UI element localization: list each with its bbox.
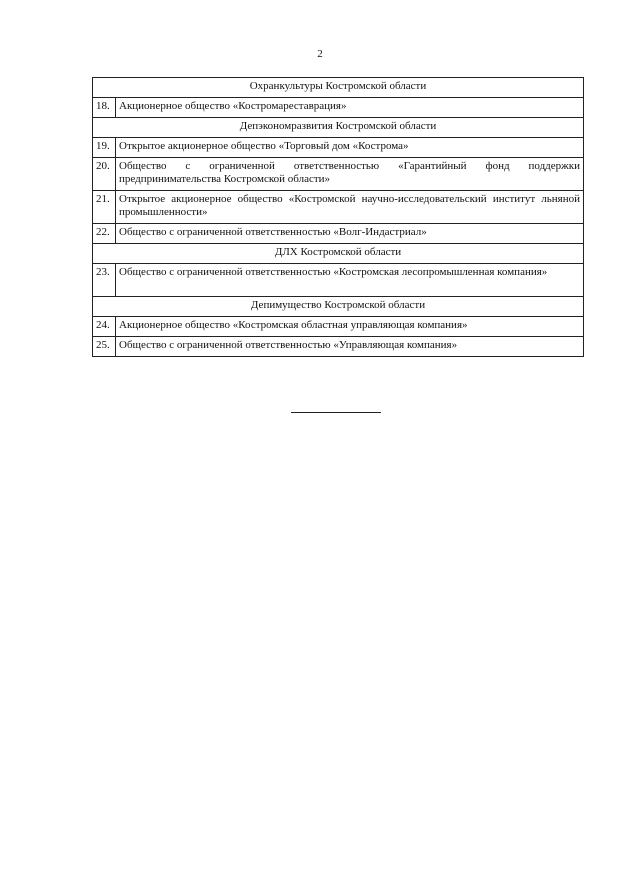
section-heading: Депэкономразвития Костромской области xyxy=(93,118,584,138)
organization-name: Акционерное общество «Костромареставрация» xyxy=(116,98,584,118)
section-heading-row xyxy=(93,297,584,317)
table-row xyxy=(93,98,584,118)
organization-name: Акционерное общество «Костромская областная управляющая компания» xyxy=(116,317,584,337)
organizations-table xyxy=(92,77,584,357)
section-heading: Депимущество Костромской области xyxy=(93,297,584,317)
organization-name: Открытое акционерное общество «Костромской научно-исследовательский институт льняной промышленности» xyxy=(116,191,584,224)
row-number: 20. xyxy=(93,158,116,191)
table-row xyxy=(93,317,584,337)
page-number: 2 xyxy=(317,48,323,60)
table-row xyxy=(93,138,584,158)
section-heading: ДЛХ Костромской области xyxy=(93,244,584,264)
end-of-document-line xyxy=(291,412,381,413)
row-number: 22. xyxy=(93,224,116,244)
row-number: 23. xyxy=(93,264,116,297)
section-heading-row xyxy=(93,244,584,264)
organization-name: Общество с ограниченной ответственностью «Костромская лесопромышленная компания» xyxy=(116,264,584,297)
section-heading-row xyxy=(93,118,584,138)
row-number: 21. xyxy=(93,191,116,224)
row-number: 18. xyxy=(93,98,116,118)
table-row xyxy=(93,191,584,224)
table-row xyxy=(93,264,584,297)
organization-name: Открытое акционерное общество «Торговый дом «Кострома» xyxy=(116,138,584,158)
organizations-table-body xyxy=(93,78,584,357)
row-number: 25. xyxy=(93,337,116,357)
organization-name: Общество с ограниченной ответственностью «Волг-Индастриал» xyxy=(116,224,584,244)
row-number: 19. xyxy=(93,138,116,158)
organization-name: Общество с ограниченной ответственностью «Управляющая компания» xyxy=(116,337,584,357)
table-row xyxy=(93,158,584,191)
section-heading: Охранкультуры Костромской области xyxy=(93,78,584,98)
section-heading-row xyxy=(93,78,584,98)
table-row xyxy=(93,337,584,357)
table-row xyxy=(93,224,584,244)
row-number: 24. xyxy=(93,317,116,337)
organization-name: Общество с ограниченной ответственностью «Гарантийный фонд поддержки предпринимательства Костромской области» xyxy=(116,158,584,191)
